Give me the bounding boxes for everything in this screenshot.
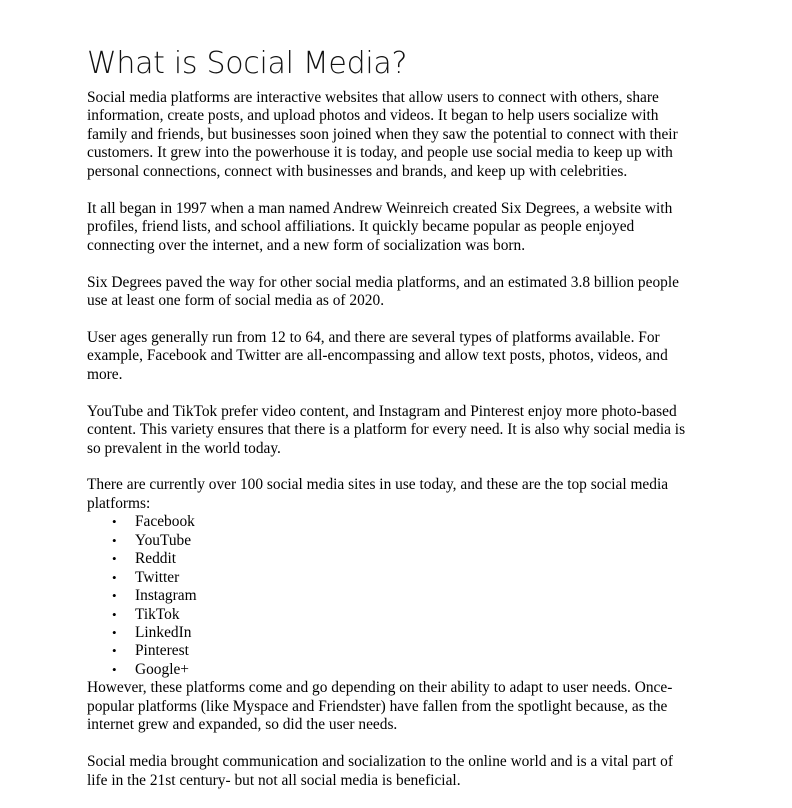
text-line: Social media brought communication and socialization to the online world and is a vital part of (87, 753, 673, 771)
text-line: Social media platforms are interactive websites that allow users to connect with others, share (87, 89, 659, 106)
paragraph-intro (87, 89, 727, 181)
list-item (87, 661, 727, 679)
text-line: profiles, friend lists, and school affiliations. It quickly became popular as people enjoyed (87, 218, 635, 236)
text-line: life in the 21st century- but not all social media is beneficial. (87, 771, 461, 789)
list-item-label: Reddit (135, 550, 177, 568)
text-line: platforms: (87, 494, 151, 512)
text-line: so prevalent in the world today. (87, 439, 281, 457)
bullet-icon: • (112, 532, 117, 548)
list-item-label: LinkedIn (135, 623, 192, 641)
list-item (87, 513, 727, 531)
list-item-label: Instagram (135, 587, 197, 605)
list-item (87, 624, 727, 642)
paragraph-user-ages (87, 329, 727, 384)
text-line: use at least one form of social media as of 2020. (87, 291, 385, 309)
bullet-icon: • (112, 588, 117, 604)
list-item-label: Pinterest (135, 642, 189, 660)
text-line: There are currently over 100 social media sites in use today, and these are the top social media (87, 476, 669, 494)
bullet-icon: • (112, 606, 117, 622)
list-item (87, 606, 727, 624)
list-item-label: Google+ (135, 660, 189, 678)
bullet-icon: • (112, 569, 117, 585)
bullet-icon: • (112, 514, 117, 530)
bullet-icon: • (112, 661, 117, 677)
list-item (87, 550, 727, 568)
text-line: information, create posts, and upload photos and videos. It began to help users socialize with (87, 107, 659, 125)
list-item-label: YouTube (135, 531, 192, 549)
list-item (87, 642, 727, 660)
text-line: User ages generally run from 12 to 64, and there are several types of platforms available. For (87, 328, 660, 346)
text-line: YouTube and TikTok prefer video content, and Instagram and Pinterest enjoy more photo-based (87, 402, 677, 420)
list-item (87, 532, 727, 550)
text-line: customers. It grew into the powerhouse it is today, and people use social media to keep up with (87, 144, 673, 162)
text-line: personal connections, connect with businesses and brands, and keep up with celebrities. (87, 162, 628, 180)
text-line: Six Degrees paved the way for other social media platforms, and an estimated 3.8 billion people (87, 273, 679, 291)
list-item-label: Twitter (135, 568, 180, 586)
paragraph-conclusion (87, 753, 727, 790)
list-item (87, 569, 727, 587)
paragraph-top-platforms (87, 476, 727, 513)
list-item-label: Facebook (135, 513, 195, 531)
document-body (87, 89, 727, 808)
text-line: example, Facebook and Twitter are all-encompassing and allow text posts, photos, videos, and (87, 347, 668, 365)
text-line: connecting over the internet, and a new form of socialization was born. (87, 236, 526, 254)
paragraph-growth (87, 274, 727, 311)
bullet-icon: • (112, 551, 117, 567)
bullet-icon: • (112, 643, 117, 659)
paragraph-content-types (87, 403, 727, 458)
text-line: content. This variety ensures that there is a platform for every need. It is also why social media is (87, 421, 686, 439)
list-item-label: TikTok (135, 605, 180, 623)
page-title: What is Social Media? (87, 46, 408, 82)
text-line: popular platforms (like Myspace and Friendster) have fallen from the spotlight because, as the (87, 697, 668, 715)
platform-list (87, 513, 727, 679)
text-line: internet grew and expanded, so did the user needs. (87, 716, 398, 734)
text-line: more. (87, 365, 123, 383)
text-line: family and friends, but businesses soon joined when they saw the potential to connect with their (87, 125, 678, 143)
list-item (87, 587, 727, 605)
bullet-icon: • (112, 624, 117, 640)
text-line: However, these platforms come and go depending on their ability to adapt to user needs. Once- (87, 679, 673, 697)
paragraph-platform-churn (87, 679, 727, 734)
paragraph-history (87, 200, 727, 255)
text-line: It all began in 1997 when a man named Andrew Weinreich created Six Degrees, a website with (87, 199, 673, 217)
